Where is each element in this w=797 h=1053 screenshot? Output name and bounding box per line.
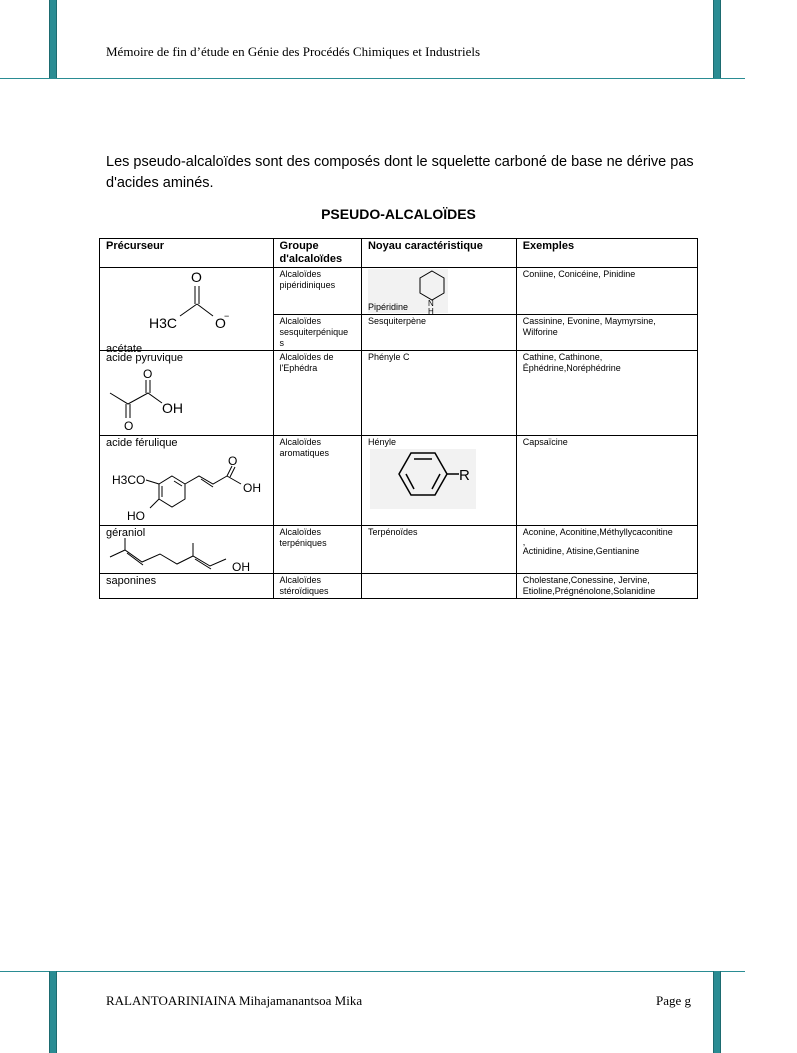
footer-rule [0, 971, 745, 972]
header-rule [0, 78, 745, 79]
table-title: PSEUDO-ALCALOÏDES [321, 206, 476, 222]
examples-piperidine: Coniine, Conicéine, Pinidine [516, 268, 697, 315]
examples-terpenic-1: Aconine, Aconitine,Méthyllycaconitine [522, 527, 673, 537]
examples-terpenic-cell [516, 526, 697, 574]
precursor-saponines-label: saponines [106, 575, 157, 587]
group-sesquiterpene: Alcaloïdes sesquiterpénique s [273, 315, 361, 351]
footer-page-number: Page g [655, 993, 691, 1008]
precursor-acetate-cell [100, 268, 274, 355]
acetate-o-label: O [191, 269, 202, 285]
ferulic-h3co-label: H3CO [112, 473, 146, 487]
nucleus-phenyl-cell [361, 436, 516, 526]
piperidine-n-label: N [427, 299, 434, 308]
precursor-saponines [100, 574, 274, 599]
nucleus-sesquiterpene: Sesquiterpène [361, 315, 516, 351]
acetate-h3c-label: H3C [149, 315, 178, 331]
pseudo-alkaloids-table [99, 238, 698, 599]
nucleus-piperidine: Pipéridine [367, 302, 408, 312]
piperidine-h-label: H [427, 307, 434, 316]
nucleus-steroidal [361, 574, 516, 599]
ferulic-acid-structure [100, 436, 261, 525]
precursor-geraniol-cell [100, 526, 274, 574]
precursor-pyruvique-cell [100, 351, 274, 436]
precursor-geraniol: géraniol [106, 527, 146, 539]
nucleus-phenyl: Hényle [367, 437, 396, 447]
acetate-ominus-label: O [215, 315, 226, 331]
table-row-ferulique [100, 436, 698, 526]
footer-bar-left [49, 971, 57, 1053]
ferulic-oh-label: OH [243, 481, 261, 495]
group-steroidal: Alcaloïdes stéroïdiques [273, 574, 361, 599]
nucleus-piperidine-cell [361, 268, 516, 315]
col-header-examples: Exemples [516, 239, 697, 268]
pyruvic-oh-label: OH [162, 400, 183, 416]
phenyl-r-label: R [458, 467, 470, 484]
ferulic-o-label: O [228, 454, 238, 468]
precursor-ferulique: acide férulique [106, 437, 178, 449]
header-bar-right [713, 0, 721, 79]
footer-author: RALANTOARINIAINA Mihajamanantsoa Mika [106, 993, 363, 1008]
precursor-acetate: acétate [106, 343, 143, 355]
group-ephedra: Alcaloïdes de l'Ephédra [273, 351, 361, 436]
footer-bar-right [713, 971, 721, 1053]
table-row-geraniol [100, 526, 698, 574]
acetate-structure [100, 268, 255, 348]
ferulic-ho-label: HO [127, 509, 145, 523]
precursor-ferulique-cell [100, 436, 274, 526]
examples-sesquiterpene: Cassinine, Evonine, Maymyrsine, Wilforine [516, 315, 697, 351]
col-header-precursor: Précurseur [100, 239, 274, 268]
header-bar-left [49, 0, 57, 79]
intro-paragraph: Les pseudo-alcaloïdes sont des composés dont le squelette carboné de base ne dérive pas d'acides aminés. [106, 154, 694, 191]
pyruvic-o2-label: O [124, 419, 134, 433]
phenyl-r-structure [362, 436, 502, 525]
geraniol-structure [100, 526, 255, 573]
table-row-pyruvique [100, 351, 698, 436]
pyruvic-o1-label: O [143, 367, 153, 381]
group-piperidine: Alcaloïdes pipéridiniques [273, 268, 361, 315]
group-terpenic: Alcaloïdes terpéniques [273, 526, 361, 574]
col-header-nucleus: Noyau caractéristique [361, 239, 516, 268]
pyruvic-acid-structure [100, 351, 255, 435]
examples-terpenic-2: , [522, 537, 526, 547]
table-row-acetate-1 [100, 268, 698, 315]
table-row-saponines [100, 574, 698, 599]
examples-ephedra: Cathine, Cathinone, Éphédrine,Noréphédrine [516, 351, 697, 436]
nucleus-phenyl-c: Phényle C [361, 351, 516, 436]
precursor-pyruvique: acide pyruvique [106, 352, 184, 364]
nucleus-terpenoids: Terpénoïdes [361, 526, 516, 574]
examples-steroidal: Cholestane,Conessine, Jervine, Etioline,Prégnénolone,Solanidine [516, 574, 697, 599]
geraniol-oh-label: OH [232, 560, 250, 574]
examples-terpenic-3: Actinidine, Atisine,Gentianine [522, 546, 640, 556]
col-header-group: Groupe d'alcaloïdes [273, 239, 361, 268]
group-aromatic: Alcaloïdes aromatiques [273, 436, 361, 526]
acetate-charge-label: − [224, 311, 230, 321]
page-header: Mémoire de fin d’étude en Génie des Procédés Chimiques et Industriels [106, 44, 481, 59]
table-header-row [100, 239, 698, 268]
examples-aromatic: Capsaïcine [516, 436, 697, 526]
